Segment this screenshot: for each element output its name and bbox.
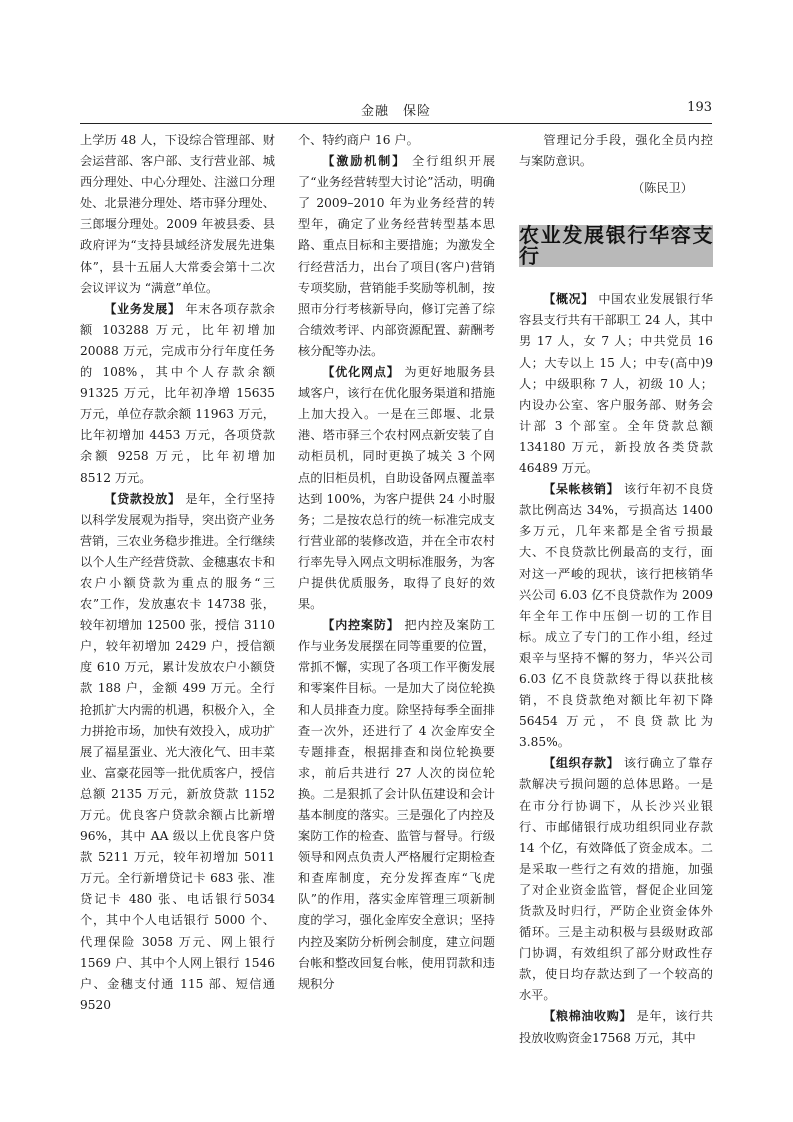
paragraph-text: 把内控及案防工作与业务发展摆在同等重要的位置，常抓不懈，实现了各项工作平衡发展和零案件目标。一是加大了岗位轮换和人员排查力度。除坚持每季全面排查一次外，还进行了 4 次金库安全专题排查，根据排查和岗位轮换要求，前后共进行 27 人次的岗位轮换。二是狠抓了会计队伍建设和会计基本制度的落实。三是强化了内控及案防工作的检查、监管与督导。行级领导和网点负责人严格履行定期检查和查库制度，充分发挥查库“飞虎队”的作用，落实金库管理三项新制度的学习，强化金库安全意识；坚持内控及案防分析例会制度，建立问题台帐和整改回复台帐，使用罚款和违规积分 [298,618,495,991]
section-heading: 【业务发展】 [104,301,181,316]
author-signature: （陈民卫） [632,181,693,196]
section-heading: 【激励机制】 [322,154,407,169]
paragraph-text: 是年，该行共投放收购资金17568 万元，其中 [519,1009,714,1045]
paragraph: 个、特约商户 16 户。 [298,133,419,147]
column-2 [298,130,495,995]
paragraph-text: 中国农业发展银行华容县支行共有干部职工 24 人，其中男 17 人，女 7 人；中共党员 16 人；大专以上 15 人；中专(高中)9 人；中级职称 7 人，初级 10 人；内设办公室、客户服务部、财务会计部 3 个部室。全年贷款总额 134180 万元，新投放各类贷款 46489 万元。 [519,292,714,476]
section-heading: 【概况】 [543,292,594,307]
column-1 [80,130,275,1016]
paragraph-text: 是年，全行坚持以科学发展观为指导，突出资产业务营销，三农业务稳步推进。全行继续以个人生产经营贷款、金穗惠农卡和农户小额贷款为重点的服务“三农”工作，发放惠农卡 14738 张，较年初增加 12500 张，授信 3110 户，较年初增加 2429 户，授信额度 610 万元，累计发放农户小额贷款 188 户，金额 499 万元。全行抢抓扩大内需的机遇，积极介入，全力拼抢市场，加快有效投入，成功扩展了福星蛋业、光大液化气、田丰菜业、富豪花园等一批优质客户，授信总额 2135 万元，新放贷款 1152 万元。优良客户贷款余额占比新增 96%，其中 AA 级以上优良客户贷款 5211 万元，较年初增加 5011 万元。全行新增贷记卡 683 张、准贷记卡 480 张、电话银行5034 个，其中个人电话银行 5000 个、代理保险 3058 万元、网上银行 1569 户、其中个人网上银行 1546 户、金穗支付通 115 部、短信通 9520 [80,491,275,1012]
paragraph [519,289,713,479]
section-heading: 【呆帐核销】 [543,482,620,497]
section-heading: 【贷款投放】 [104,491,181,506]
section-heading: 【粮棉油收购】 [543,1009,633,1024]
paragraph-text: 年末各项存款余额 103288 万元，比年初增加 20088 万元，完成市分行年度任务的 108%，其中个人存款余额 91325 万元，比年初净增 15635 万元，单位存款余额 11963 万元，比年初增加 4453 万元，各项贷款余额 9258 万元，比年初增加 8512 万元。 [80,301,275,485]
paragraph [519,753,713,1006]
paragraph [298,151,495,362]
paragraph-text: 该行年初不良贷款比例高达 34%，亏损高达 1400 多万元，几年来都是全省亏损最大、不良贷款比例最高的支行，面对这一严峻的现状，该行把核销华兴公司 6.03 亿不良贷款作为 2009 年全年工作中压倒一切的工作目标。成立了专门的工作小组，经过艰辛与坚持不懈的努力，华兴公司 6.03 亿不良贷款终于得以获批核销，不良贷款绝对额比年初下降 56454 万元，不良贷款比为 3.85%。 [519,482,714,750]
paragraph [519,479,713,753]
running-header [80,98,712,120]
article-title: 农业发展银行华容支行 [519,223,713,269]
section-heading: 【组织存款】 [543,756,620,771]
paragraph-text: 该行确立了靠存款解决亏损问题的总体思路。一是在市分行协调下，从长沙兴业银行、市邮储银行成功组织同业存款 14 个亿，有效降低了资金成本。二是采取一些行之有效的措施，加强了对企业资金监管，督促企业回笼货款及时归行，严防企业资金体外循环。三是主动积极与县级财政部门协调，有效组织了部分财政性存款，使日均存款达到了一个较高的水平。 [519,756,714,1003]
page-number: 193 [687,100,712,115]
paragraph [298,362,495,615]
paragraph [80,299,275,489]
paragraph [298,615,495,995]
section-heading: 【优化网点】 [322,365,400,380]
section-title: 金融 保险 [360,104,431,119]
paragraph [519,1006,713,1048]
paragraph [80,489,275,1016]
paragraph: 管理记分手段，强化全员内控与案防意识。 [519,133,713,169]
paragraph-text: 全行组织开展了“业务经营转型大讨论”活动，明确了 2009–2010 年为业务经营的转型年，确定了业务经营转型基本思路、重点目标和主要措施；为激发全行经营活力，出台了项目(客户)营销专项奖励，营销能手奖励等机制，按照市分行考核新导向，修订完善了综合绩效考评、内部资源配置、薪酬考核分配等办法。 [298,154,496,358]
paragraph: 上学历 48 人，下设综合管理部、财会运营部、客户部、支行营业部、城西分理处、中心分理处、注滋口分理处、北景港分理处、塔市驿分理处、三郎堰分理处。2009 年被县委、县政府评为“支持县域经济发展先进集体”，县十五届人大常委会第十二次会议评议为 “满意”单位。 [80,133,275,295]
article-title-banner [519,225,713,267]
header-rule [80,123,712,124]
column-3 [519,130,713,1049]
section-heading: 【内控案防】 [322,618,400,633]
paragraph-text: 为更好地服务县域客户，该行在优化服务渠道和措施上加大投入。一是在三郎堰、北景港、塔市驿三个农村网点新安装了自动柜员机，同时更换了城关 3 个网点的旧柜员机，自助设备网点覆盖率达到 100%，为客户提供 24 小时服务；二是按农总行的统一标准完成支行营业部的装修改造，并在全市农村行率先导入网点文明标准服务，为客户提供优质服务，取得了良好的效果。 [298,365,495,612]
